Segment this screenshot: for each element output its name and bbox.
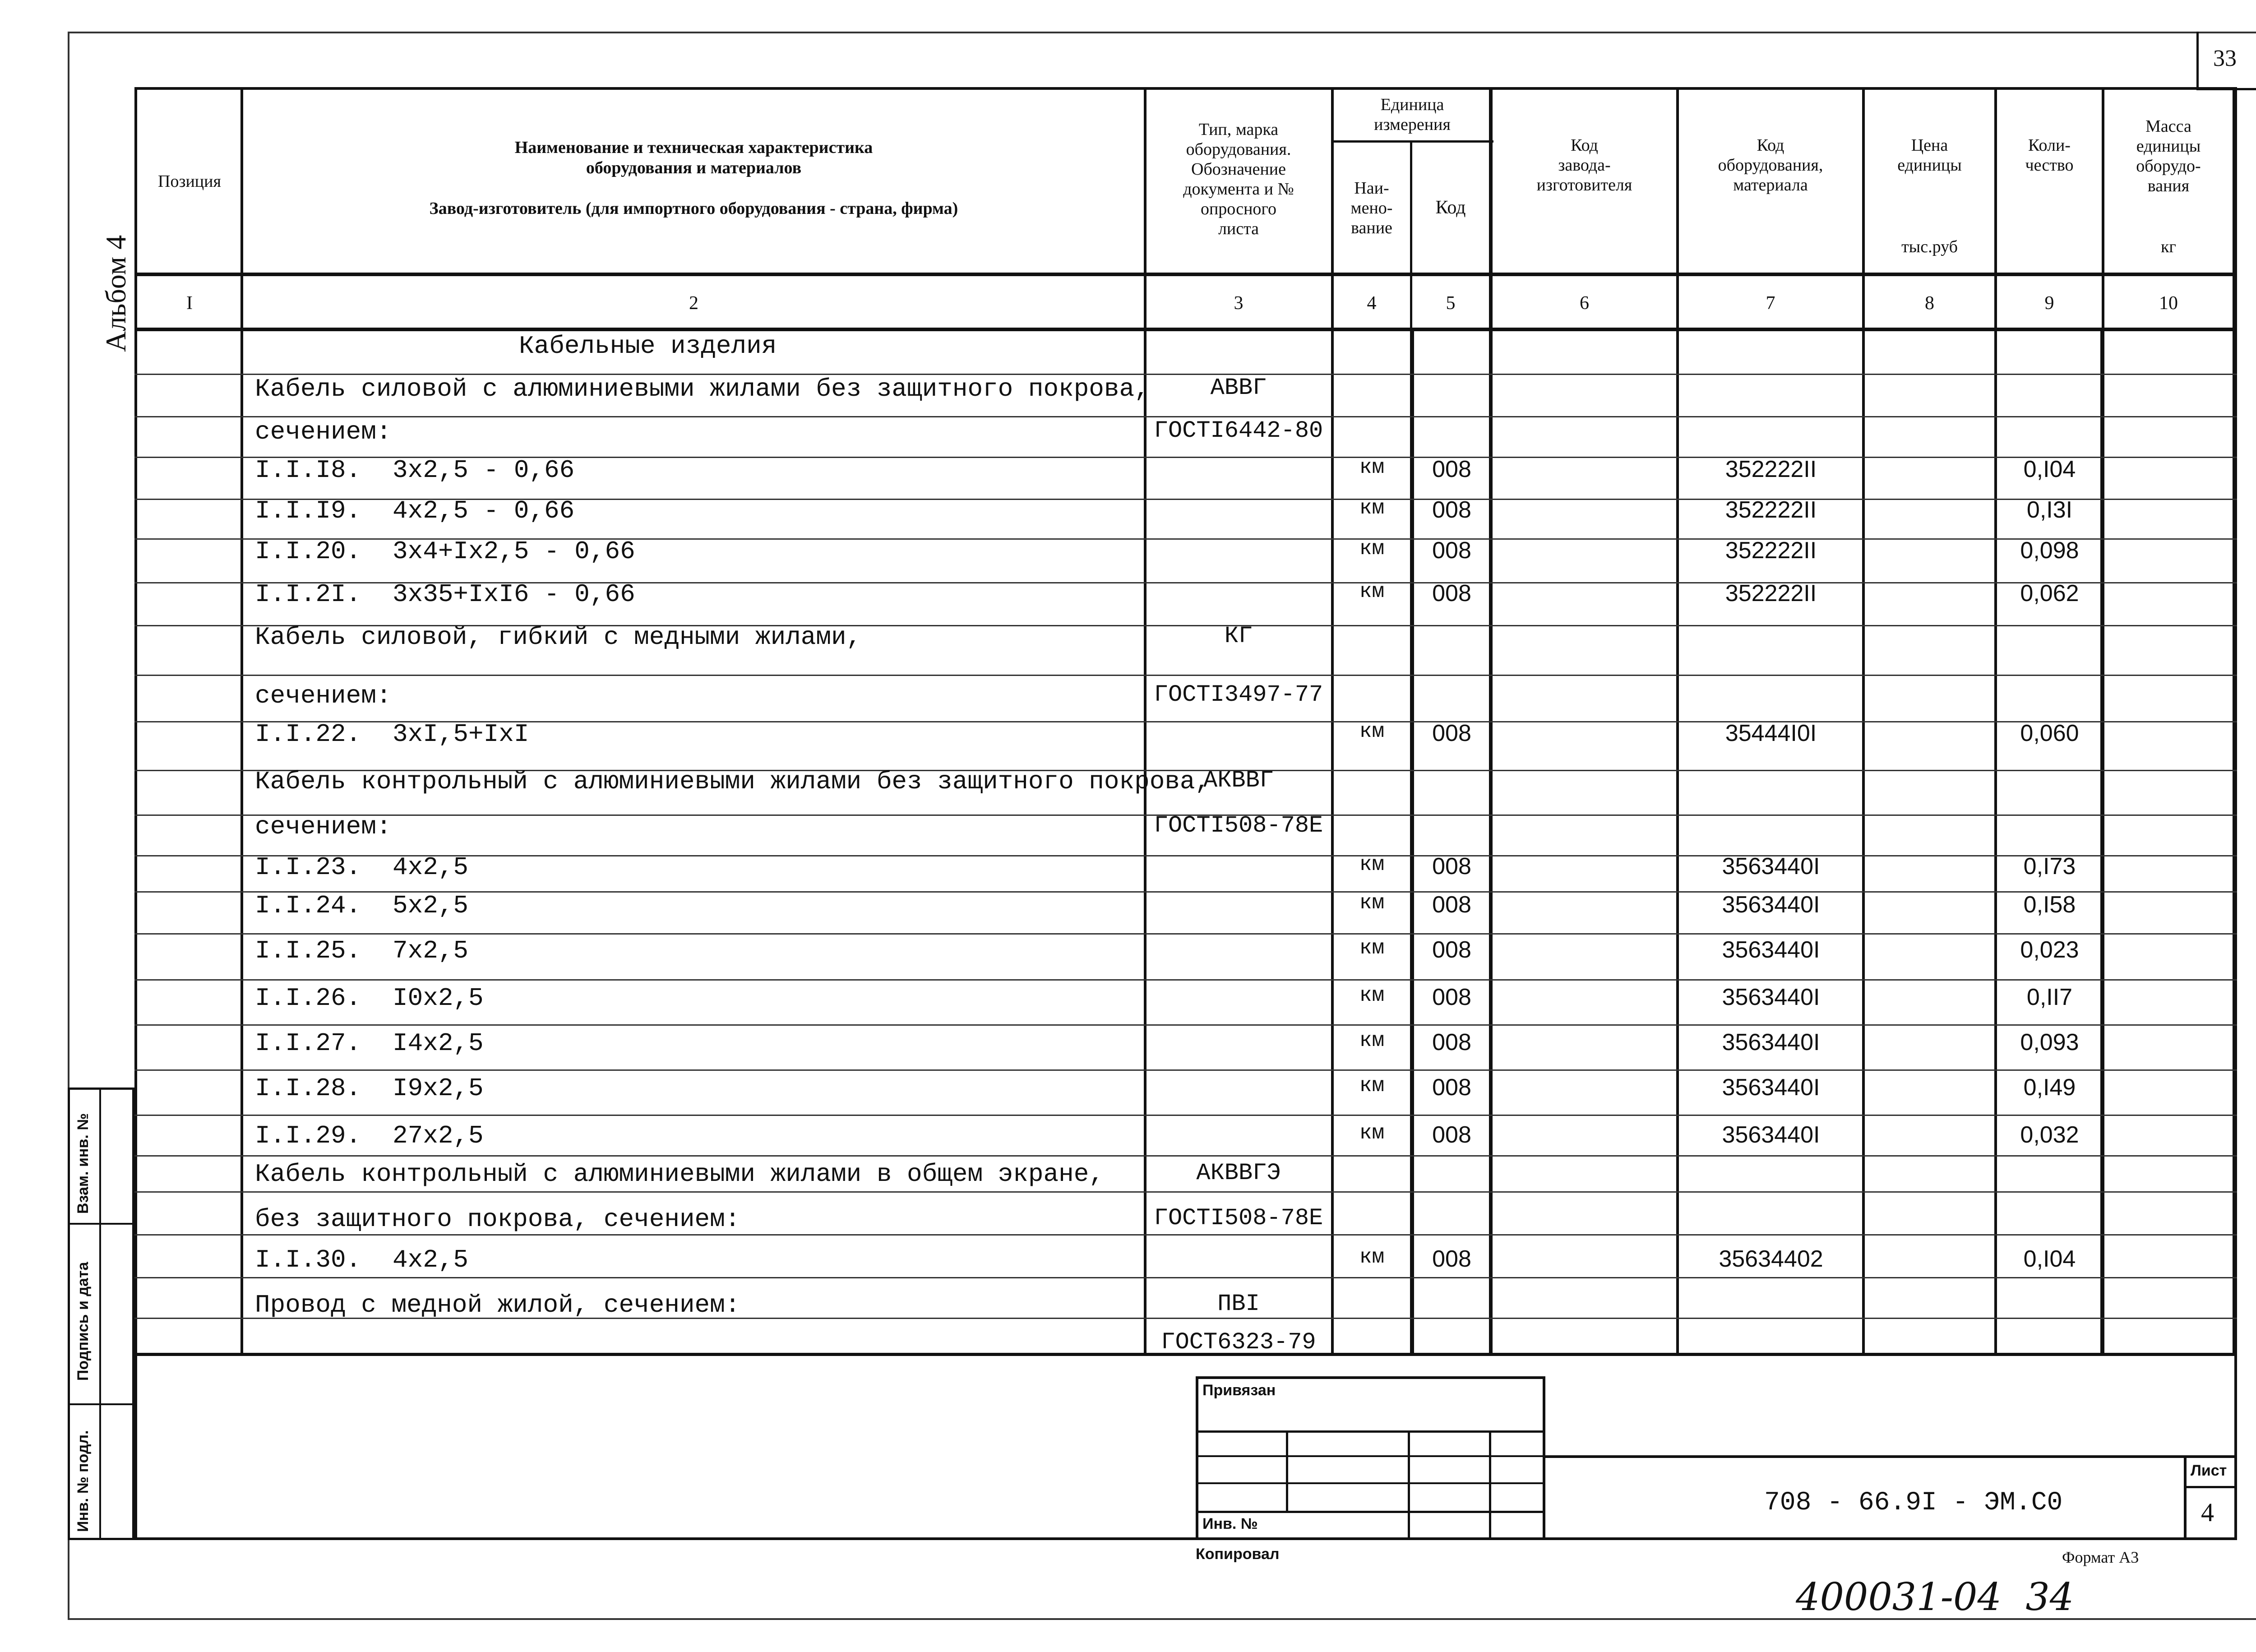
header-col6: Код завода- изготовителя — [1536, 136, 1632, 194]
row-material-code: 3563440I — [1722, 892, 1820, 918]
album-label: Альбом 4 — [100, 235, 132, 352]
row-position: I.I.22. — [255, 720, 361, 749]
row-name: I9x2,5 — [393, 1074, 484, 1103]
side-stamp-inv-podl: Инв. № подл. — [74, 1430, 92, 1532]
title-designation: 708 - 66.9I - ЭМ.С0 — [1764, 1488, 2063, 1518]
title-line-a — [1196, 1430, 1545, 1433]
row-quantity: 0,032 — [2020, 1122, 2079, 1148]
row-code: 008 — [1432, 497, 1471, 523]
title-designation-top — [1545, 1455, 2237, 1458]
numbers-bottom-line — [134, 328, 2237, 331]
row-unit: км — [1359, 1245, 1385, 1269]
row-quantity: 0,I73 — [2023, 853, 2076, 879]
row-code: 008 — [1432, 456, 1471, 482]
colnum-4: 4 — [1367, 293, 1377, 314]
row-name: 3x4+Ix2,5 - 0,66 — [393, 537, 635, 566]
title-sheet-label: Лист — [2191, 1462, 2227, 1479]
row-material-code: 352222II — [1725, 456, 1817, 482]
row-separator — [134, 1069, 2237, 1071]
header-col3: Тип, марка оборудования. Обозначение документа и № опросного листа — [1183, 120, 1294, 238]
title-inv-no: Инв. № — [1202, 1515, 1258, 1532]
colnum-1: I — [186, 293, 193, 314]
row-material-code: 3563440I — [1722, 853, 1820, 879]
header-col7: Код оборудования, материала — [1718, 136, 1823, 194]
row-name: 5x2,5 — [393, 891, 469, 920]
header-col2-line1: Наименование и техническая характеристика — [514, 138, 873, 157]
row-name: 3xI,5+IxI — [393, 720, 529, 749]
row-material-code: 352222II — [1725, 580, 1817, 606]
row-code: 008 — [1432, 1246, 1471, 1272]
row-unit: км — [1359, 496, 1385, 520]
row-name: Провод с медной жилой, сечением: — [255, 1291, 740, 1319]
section-title: Кабельные изделия — [519, 332, 777, 361]
row-name: сечением: — [255, 417, 392, 446]
header-unit-group: Единица измерения — [1374, 95, 1451, 134]
row-code: 008 — [1432, 853, 1471, 879]
colnum-5: 5 — [1446, 293, 1456, 314]
colnum-8: 8 — [1925, 293, 1934, 314]
row-separator — [134, 1234, 2237, 1236]
row-code: 008 — [1432, 892, 1471, 918]
row-code: 008 — [1432, 720, 1471, 746]
row-name: 3x2,5 - 0,66 — [393, 456, 575, 485]
row-position: I.I.20. — [255, 537, 361, 566]
row-name: сечением: — [255, 681, 392, 710]
title-sheet-number: 4 — [2201, 1498, 2214, 1527]
row-code: 008 — [1432, 984, 1471, 1010]
handwritten-note: 400031-04 34 — [1796, 1575, 2074, 1619]
col-line-9-body — [2100, 330, 2104, 1355]
row-name: Кабель силовой, гибкий с медными жилами, — [255, 623, 862, 652]
unit-group-line — [1333, 140, 1493, 143]
row-material-code: 352222II — [1725, 537, 1817, 564]
colnum-10: 10 — [2159, 293, 2178, 314]
colnum-3: 3 — [1234, 293, 1244, 314]
row-quantity: 0,023 — [2020, 937, 2079, 963]
row-position: I.I.24. — [255, 891, 361, 920]
title-line-c — [1196, 1482, 1545, 1484]
row-material-code: 3563440I — [1722, 937, 1820, 963]
format-label: Формат А3 — [2062, 1548, 2139, 1566]
row-position: I.I.27. — [255, 1029, 361, 1058]
colnum-6: 6 — [1580, 293, 1589, 314]
row-name: 27x2,5 — [393, 1121, 484, 1150]
header-col8: Цена единицы — [1897, 136, 1962, 175]
title-vline-a — [1286, 1430, 1288, 1512]
row-position: I.I.23. — [255, 853, 361, 882]
row-quantity: 0,I49 — [2023, 1074, 2076, 1101]
row-material-code: 3563440I — [1722, 984, 1820, 1010]
row-type: ГОСТI508-78Е — [1154, 812, 1323, 839]
row-unit: км — [1359, 1121, 1385, 1145]
row-type: АВВГ — [1210, 375, 1267, 401]
row-separator — [134, 1277, 2237, 1278]
header-col9: Коли- чество — [2025, 136, 2074, 175]
header-col10-unit: кг — [2160, 237, 2177, 256]
title-sheet-divider — [2184, 1455, 2187, 1540]
row-name: I0x2,5 — [393, 984, 484, 1013]
col-line-4-body — [1410, 330, 1414, 1355]
title-vline-b — [1408, 1430, 1410, 1540]
row-name: 3x35+IxI6 - 0,66 — [393, 580, 635, 609]
row-position: I.I.2I. — [255, 580, 361, 609]
row-unit: км — [1359, 891, 1385, 915]
row-position: I.I.25. — [255, 936, 361, 965]
side-stamp-vzam: Взам. инв. № — [74, 1113, 92, 1214]
row-unit: км — [1359, 580, 1385, 603]
header-col2-line2: оборудования и материалов — [586, 158, 802, 177]
row-type: ГОСТ6323-79 — [1161, 1329, 1316, 1356]
side-stamp-divider — [99, 1087, 101, 1540]
row-name: I4x2,5 — [393, 1029, 484, 1058]
row-quantity: 0,I3I — [2026, 497, 2073, 523]
row-separator — [134, 933, 2237, 935]
row-unit: км — [1359, 936, 1385, 960]
row-position: I.I.26. — [255, 984, 361, 1013]
row-separator — [134, 1155, 2237, 1157]
row-material-code: 3563440I — [1722, 1074, 1820, 1101]
row-separator — [134, 1024, 2237, 1026]
row-quantity: 0,I58 — [2023, 892, 2076, 918]
row-type: ПВI — [1217, 1291, 1260, 1317]
row-type: ГОСТI6442-80 — [1154, 417, 1323, 444]
row-name: 7x2,5 — [393, 936, 469, 965]
row-unit: км — [1359, 1029, 1385, 1052]
row-type: АКВВГЭ — [1196, 1160, 1281, 1186]
row-code: 008 — [1432, 1074, 1471, 1101]
row-quantity: 0,062 — [2020, 580, 2079, 606]
row-unit: км — [1359, 537, 1385, 560]
row-separator — [134, 1115, 2237, 1116]
row-unit: км — [1359, 853, 1385, 876]
side-stamp-line-1 — [68, 1223, 134, 1225]
row-unit: км — [1359, 1074, 1385, 1097]
row-name: Кабель контрольный с алюминиевыми жилами без защитного покрова, — [255, 767, 1211, 796]
row-name: 4x2,5 — [393, 853, 469, 882]
row-material-code: 352222II — [1725, 497, 1817, 523]
row-unit: км — [1359, 456, 1385, 479]
title-vline-c — [1489, 1430, 1491, 1540]
row-material-code: 3563440I — [1722, 1122, 1820, 1148]
row-quantity: 0,093 — [2020, 1029, 2079, 1055]
header-col10: Масса единицы оборудо- вания — [2136, 117, 2201, 195]
title-sheet-line — [2184, 1486, 2237, 1488]
row-code: 008 — [1432, 937, 1471, 963]
row-quantity: 0,I04 — [2023, 1246, 2076, 1272]
colnum-2: 2 — [689, 293, 698, 314]
row-type: АКВВГ — [1203, 767, 1274, 794]
row-separator — [134, 1191, 2237, 1193]
kopiroval-label: Копировал — [1196, 1546, 1280, 1563]
colnum-9: 9 — [2044, 293, 2054, 314]
side-stamp-line-2 — [68, 1403, 134, 1405]
row-name: Кабель силовой с алюминиевыми жилами без защитного покрова, — [255, 375, 1150, 403]
row-position: I.I.30. — [255, 1245, 361, 1274]
title-line-d — [1196, 1511, 1545, 1513]
row-unit: км — [1359, 984, 1385, 1007]
row-position: I.I.28. — [255, 1074, 361, 1103]
row-separator — [134, 675, 2237, 676]
row-quantity: 0,I04 — [2023, 456, 2076, 482]
row-unit: км — [1359, 720, 1385, 743]
row-position: I.I.I8. — [255, 456, 361, 485]
row-quantity: 0,060 — [2020, 720, 2079, 746]
row-type: ГОСТI508-78Е — [1154, 1205, 1323, 1231]
row-material-code: 3563440I — [1722, 1029, 1820, 1055]
row-name: 4x2,5 - 0,66 — [393, 496, 575, 525]
row-name: сечением: — [255, 812, 392, 841]
row-material-code: 35634402 — [1719, 1246, 1823, 1272]
row-code: 008 — [1432, 537, 1471, 564]
colnum-7: 7 — [1766, 293, 1775, 314]
row-position: I.I.29. — [255, 1121, 361, 1150]
title-privyazan-label: Привязан — [1202, 1382, 1276, 1399]
row-quantity: 0,098 — [2020, 537, 2079, 564]
row-code: 008 — [1432, 580, 1471, 606]
row-code: 008 — [1432, 1122, 1471, 1148]
row-separator — [134, 979, 2237, 981]
header-col1: Позиция — [158, 172, 221, 191]
row-code: 008 — [1432, 1029, 1471, 1055]
header-col5: Код — [1435, 197, 1466, 218]
header-col8-unit: тыс.руб — [1901, 237, 1958, 256]
row-position: I.I.I9. — [255, 496, 361, 525]
header-col2-line3: Завод-изготовитель (для импортного оборудования - страна, фирма) — [429, 199, 958, 218]
row-name: 4x2,5 — [393, 1245, 469, 1274]
corner-sheet-number: 33 — [2213, 46, 2237, 71]
row-type: ГОСТI3497-77 — [1154, 681, 1323, 708]
row-name: Кабель контрольный с алюминиевыми жилами в общем экране, — [255, 1160, 1104, 1189]
side-stamp-podpis: Подпись и дата — [74, 1262, 92, 1381]
header-col4: Наи- мено- вание — [1350, 179, 1393, 237]
title-line-b — [1196, 1455, 1545, 1457]
row-quantity: 0,II7 — [2026, 984, 2073, 1010]
row-name: без защитного покрова, сечением: — [255, 1205, 740, 1234]
row-material-code: 35444I0I — [1725, 720, 1817, 746]
row-type: КГ — [1224, 623, 1253, 649]
header-bottom-line — [134, 273, 2237, 276]
